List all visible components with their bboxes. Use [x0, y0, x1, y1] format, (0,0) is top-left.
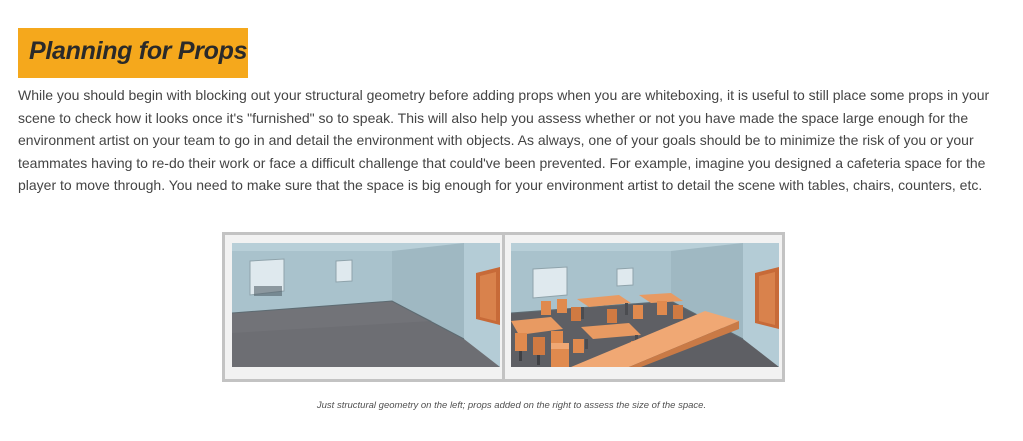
empty-room-render-icon: [232, 243, 500, 367]
empty-room-image: [232, 243, 500, 367]
figure-caption: Just structural geometry on the left; props added on the right to assess the size of the space.: [316, 400, 707, 411]
section-heading-banner: [18, 28, 248, 78]
figure-divider: [502, 235, 505, 379]
figure-frame: [222, 232, 785, 382]
furnished-room-image: [511, 243, 779, 367]
section-heading: Planning for Props: [29, 37, 248, 65]
furnished-cafeteria-render-icon: [511, 243, 779, 367]
body-paragraph: While you should begin with blocking out your structural geometry before adding props when you are whiteboxing, it is useful to still place some props in your scene to check how it looks once it's "furnished" so to speak. This will also help you assess whether or not you have made the space large enough for the environment artist on your team to go in and detail the environment with objects. As always, one of your goals should be to minimize the risk of you or your teammates having to re-do their work or face a difficult challenge that could've been prevented. For example, imagine you designed a cafeteria space for the player to move through. You need to make sure that the space is big enough for your environment artist to detail the scene with tables, chairs, counters, etc.: [18, 87, 990, 194]
